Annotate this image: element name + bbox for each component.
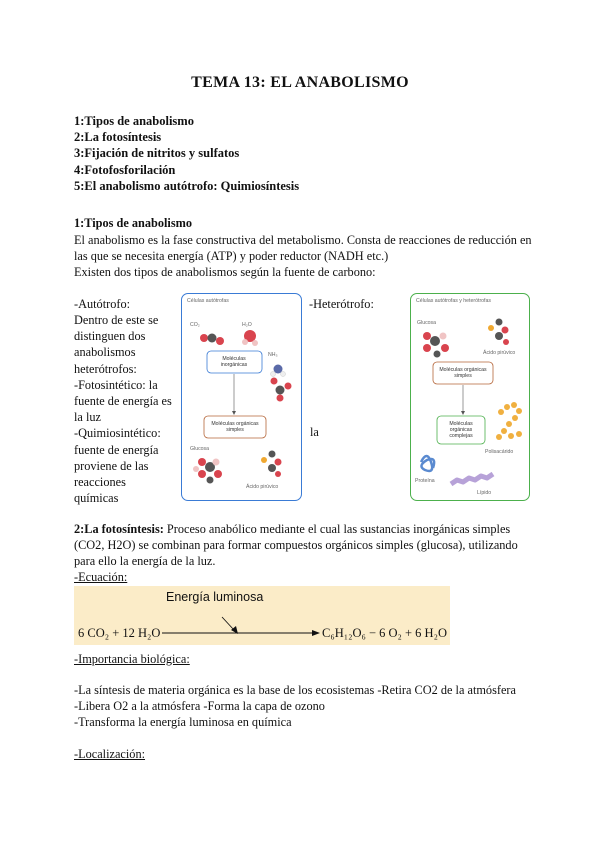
- section2-heading: 2:La fotosíntesis:: [74, 522, 164, 536]
- h2o-label: H₂O: [242, 322, 252, 328]
- figure1-molecules: [182, 294, 301, 500]
- acido-piruvico-label: Ácido pirúvico: [246, 484, 279, 490]
- figure1-title: Células autótrofas: [187, 298, 229, 304]
- left-col-line: fuente de energía: [74, 442, 159, 457]
- figure1-box2-label: Moléculas orgánicas simples: [211, 421, 259, 433]
- toc-item: 3:Fijación de nitritos y sulfatos: [74, 146, 240, 161]
- co2-label: CO₂: [190, 322, 200, 328]
- heterotrofo-label: -Heterótrofo:: [309, 297, 374, 311]
- left-col-line: proviene de las: [74, 458, 149, 473]
- importancia-item: -Transforma la energía luminosa en química: [74, 715, 292, 729]
- polisacarido-label: Polisacárido: [485, 449, 514, 455]
- toc-item: 4:Fotofosforilación: [74, 162, 176, 177]
- figure1-box1-label: Moléculas inorgánicas: [220, 356, 248, 368]
- section1-heading: 1:Tipos de anabolismo: [74, 216, 192, 230]
- autotrofo-label: -Autótrofo:: [74, 297, 131, 311]
- importancia-label: -Importancia biológica:: [74, 652, 190, 666]
- figure2-title: Células autótrofas y heterótrofas: [416, 298, 491, 304]
- left-col-line: -Quimiosintético:: [74, 426, 161, 441]
- section1-line2: las que se necesita energía (ATP) y poder reductor (NADH etc.): [74, 249, 389, 263]
- glucosa-label: Glucosa: [190, 446, 210, 452]
- figure2-box2-label: Moléculas orgánicas complejas: [449, 421, 473, 439]
- left-col-line: -Fotosintético: la: [74, 377, 158, 392]
- left-column-text: [74, 312, 179, 506]
- figure2-molecules: [411, 294, 529, 500]
- equation-box: [74, 586, 450, 645]
- equation-products: C₆H₁₂O₆ − 6 O₂ + 6 H₂O: [322, 626, 447, 640]
- left-col-line: reacciones: [74, 475, 126, 490]
- equation-reactants: 6 CO₂ + 12 H₂O: [78, 626, 161, 640]
- left-col-line: la luz: [74, 410, 101, 425]
- heterotrophic-cells-figure: [410, 293, 530, 501]
- importancia-item: -La síntesis de materia orgánica es la base de los ecosistemas -Retira CO2 de la atmósfera: [74, 683, 516, 697]
- left-col-line: distinguen dos: [74, 329, 146, 344]
- proteina-label: Proteína: [415, 478, 435, 484]
- toc-item: 2:La fotosíntesis: [74, 130, 162, 145]
- section2-line2: (CO2, H2O) se combinan para formar compuestos orgánicos simples (glucosa), utilizando: [74, 538, 518, 552]
- energy-label: Energía luminosa: [166, 590, 264, 604]
- section1-line3: Existen dos tipos de anabolismos según la fuente de carbono:: [74, 265, 376, 279]
- importancia-item: -Libera O2 a la atmósfera -Forma la capa de ozono: [74, 699, 325, 713]
- section1-line1: El anabolismo es la fase constructiva del metabolismo. Consta de reacciones de reducción en: [74, 233, 532, 247]
- figure2-box1-label: Moléculas orgánicas simples: [439, 367, 487, 379]
- left-col-line: heterótrofos:: [74, 361, 137, 376]
- nh3-label: NH₃: [268, 352, 278, 358]
- toc-item: 5:El anabolismo autótrofo: Quimiosíntesis: [74, 178, 300, 193]
- left-col-line: químicas: [74, 491, 119, 506]
- ecuacion-label: -Ecuación:: [74, 570, 128, 584]
- section2-line1-text: Proceso anabólico mediante el cual las sustancias inorgánicas simples: [163, 522, 511, 536]
- section2-line3: para ello la energía de la luz.: [74, 554, 216, 568]
- lipido-label: Lípido: [477, 490, 492, 496]
- left-col-line: Dentro de este se: [74, 313, 159, 327]
- figure2-acido-label: Ácido pirúvico: [483, 350, 516, 356]
- figure2-glucosa-label: Glucosa: [417, 320, 437, 326]
- reaction-arrow: [162, 616, 322, 638]
- la-text: la: [310, 425, 319, 439]
- left-col-line: fuente de energía es: [74, 394, 172, 409]
- autotrophic-cells-figure: [181, 293, 302, 501]
- localizacion-label: -Localización:: [74, 747, 146, 761]
- table-of-contents: [74, 113, 299, 194]
- toc-item: 1:Tipos de anabolismo: [74, 114, 194, 128]
- section2-line1: [74, 521, 510, 537]
- left-col-line: anabolismos: [74, 345, 136, 360]
- page-title: TEMA 13: EL ANABOLISMO: [191, 74, 409, 91]
